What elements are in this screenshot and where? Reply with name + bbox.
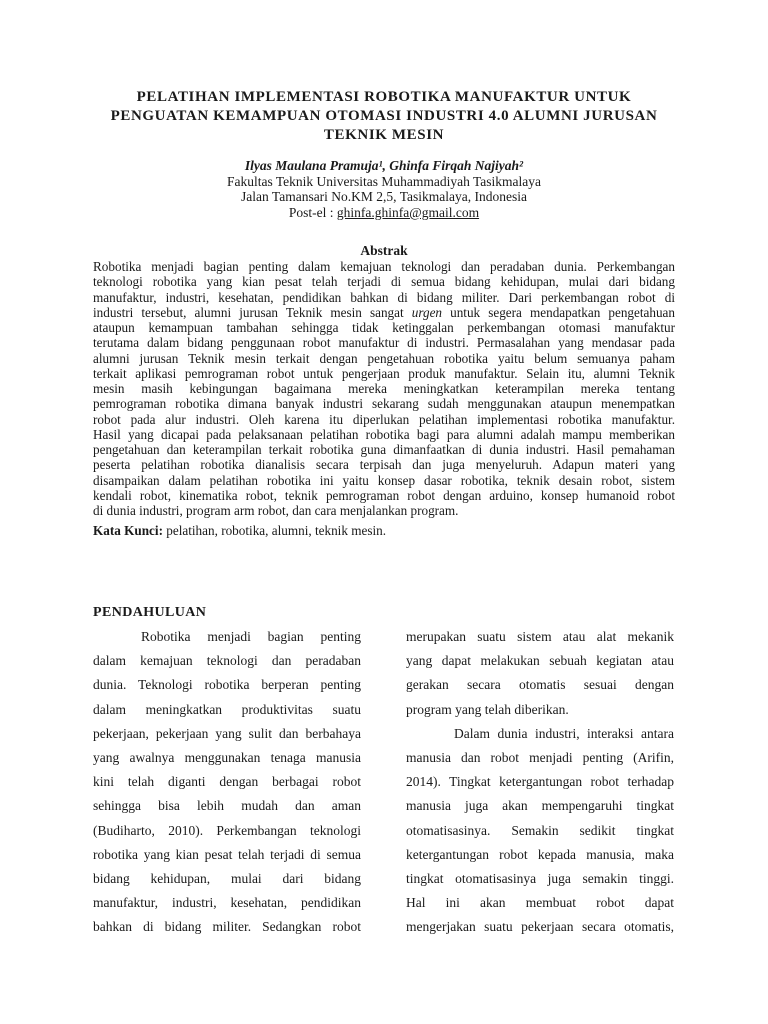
paragraph-line: pekerjaan, pekerjaan yang sulit dan berbahaya [93, 725, 361, 741]
left-column [93, 625, 361, 940]
keywords [93, 523, 675, 538]
address: Jalan Tamansari No.KM 2,5, Tasikmalaya, Indonesia [241, 189, 527, 204]
section-heading: PENDAHULUAN [93, 605, 207, 620]
abstract-line: pengetahuan dan keterampilan terkait robotika guna dimanfaatkan di dunia industri. Hasil pemahaman [93, 442, 675, 457]
paragraph-line: yang dapat melakukan sebuah kegiatan atau [406, 653, 674, 669]
abstract-heading: Abstrak [360, 243, 408, 258]
paragraph-line: mengerjakan suatu pekerjaan secara otomatis, [406, 919, 674, 935]
abstract-line: disampaikan dalam pelatihan robotika ini yaitu konsep dasar robotika, teknik desain robot, sistem [93, 472, 675, 488]
paragraph-line: robotika yang kian pesat telah terjadi di semua [93, 846, 361, 862]
email-label: Post-el : [288, 204, 337, 220]
paragraph-line: dalam meningkatkan produktivitas suatu [93, 701, 361, 717]
paragraph-line: manusia juga akan mempengaruhi tingkat [406, 798, 674, 814]
abstract-line: di dunia industri, program arm robot, dan cara menjalankan program. [93, 503, 459, 518]
abstract-line-text: untuk segera mendapatkan pengetahuan [442, 304, 675, 320]
abstract-line: terkait aplikasi pemrograman robot untuk pengerjaan produk manufaktur. Selain itu, alumni Teknik [93, 365, 675, 381]
abstract-line: peserta pelatihan robotika dianalisis secara terpisah dan juga menyeluruh. Adapun materi yang [93, 457, 675, 473]
keywords-label: Kata Kunci: [93, 523, 163, 538]
abstract-line: ataupun kemampuan tambahan sehingga tidak ketinggalan perkembangan otomasi manufaktur [93, 320, 675, 335]
paragraph-line: gerakan secara otomatis sesuai dengan [406, 677, 674, 693]
abstract-line: kendali robot, kinematika robot, teknik pemrograman robot dengan arduino, konsep humanoid robot [93, 487, 675, 503]
paragraph-line: merupakan suatu sistem atau alat mekanik [406, 629, 674, 644]
paragraph-line: otomatisasinya. Semakin sedikit tingkat [406, 822, 674, 838]
abstract-line: robot pada alur industri. Oleh karena itu diperlukan pelatihan implementasi robotika manufaktur. [93, 411, 675, 427]
paragraph-line: bidang kehidupan, mulai dari bidang [93, 871, 361, 887]
paragraph-line: bahkan di bidang militer. Sedangkan robot [93, 919, 361, 935]
paragraph-line: ketergantungan robot kepada manusia, maka [406, 846, 674, 862]
title-line: TEKNIK MESIN [323, 127, 445, 143]
abstract-line-text: industri tersebut, alumni jurusan Teknik mesin sangat [93, 304, 404, 320]
author-names: Ilyas Maulana Pramuja¹, Ghinfa Firqah Najiyah² [244, 158, 524, 173]
paragraph-line: manusia dan robot menjadi penting (Arifin, [406, 750, 674, 766]
abstract-line: manufaktur, industri, kesehatan, pendidikan bahkan di bidang militer. Dari perkembangan robot di [93, 289, 675, 305]
abstract-line: terutama dalam bidang penggunaan robot manufaktur di industri. Permasalahan yang mendasar pada [93, 335, 675, 351]
affiliation: Fakultas Teknik Universitas Muhammadiyah Tasikmalaya [226, 173, 542, 189]
abstract-line [93, 305, 675, 320]
abstract-line: Hasil yang dicapai pada pelaksanaan pelatihan robotika bagi para alumni adalah mampu memberikan [93, 426, 675, 442]
paragraph-line: yang awalnya menggunakan tenaga manusia [93, 750, 361, 766]
abstract-body [93, 259, 675, 518]
paragraph-line: dunia. Teknologi robotika berperan penting [93, 677, 361, 693]
paragraph-line: program yang telah diberikan. [406, 701, 569, 717]
title-line: PELATIHAN IMPLEMENTASI ROBOTIKA MANUFAKTUR UNTUK [136, 89, 632, 105]
paper-title [90, 88, 678, 145]
abstract-line: mesin masih kebingungan bagaimana mereka meningkatkan keterampilan mereka tentang [93, 381, 675, 396]
paragraph-line: dalam kemajuan teknologi dan peradaban [93, 653, 361, 669]
paragraph-line: Robotika menjadi bagian penting [141, 629, 361, 644]
paragraph-line: kini telah diganti dengan berbagai robot [93, 774, 361, 790]
paragraph-line: (Budiharto, 2010). Perkembangan teknologi [93, 822, 361, 838]
keywords-text: pelatihan, robotika, alumni, teknik mesin. [162, 523, 387, 538]
author-block [90, 158, 678, 220]
abstract-line: Robotika menjadi bagian penting dalam kemajuan teknologi dan peradaban dunia. Perkembangan [93, 259, 675, 274]
abstract-line: alumni jurusan Teknik mesin terkait dengan pengetahuan robotika yaitu belum semuanya paham [93, 350, 675, 366]
paragraph-line: sehingga bisa lebih mudah dan aman [93, 798, 361, 814]
title-line: PENGUATAN KEMAMPUAN OTOMASI INDUSTRI 4.0 ALUMNI JURUSAN [110, 108, 658, 124]
email-line [90, 205, 678, 221]
right-column [406, 625, 674, 940]
paragraph-line: manufaktur, industri, kesehatan, pendidikan [93, 895, 361, 911]
abstract-italic-term: urgen [411, 304, 443, 320]
paragraph-line: Hal ini akan membuat robot dapat [406, 895, 674, 911]
abstract-line: pemrograman robotika dimana banyak industri sekarang sudah menggunakan ataupun menempatkan [93, 396, 675, 412]
email-link[interactable]: ghinfa.ghinfa@gmail.com [336, 204, 480, 220]
abstract-line: teknologi robotika yang kian pesat telah terjadi di semua bidang kehidupan, mulai dari bidang [93, 274, 675, 290]
paragraph-line: tingkat otomatisasinya juga semakin tinggi. [406, 871, 674, 887]
paragraph-line: Dalam dunia industri, interaksi antara [454, 725, 674, 741]
paragraph-line: 2014). Tingkat ketergantungan robot terhadap [406, 774, 674, 790]
